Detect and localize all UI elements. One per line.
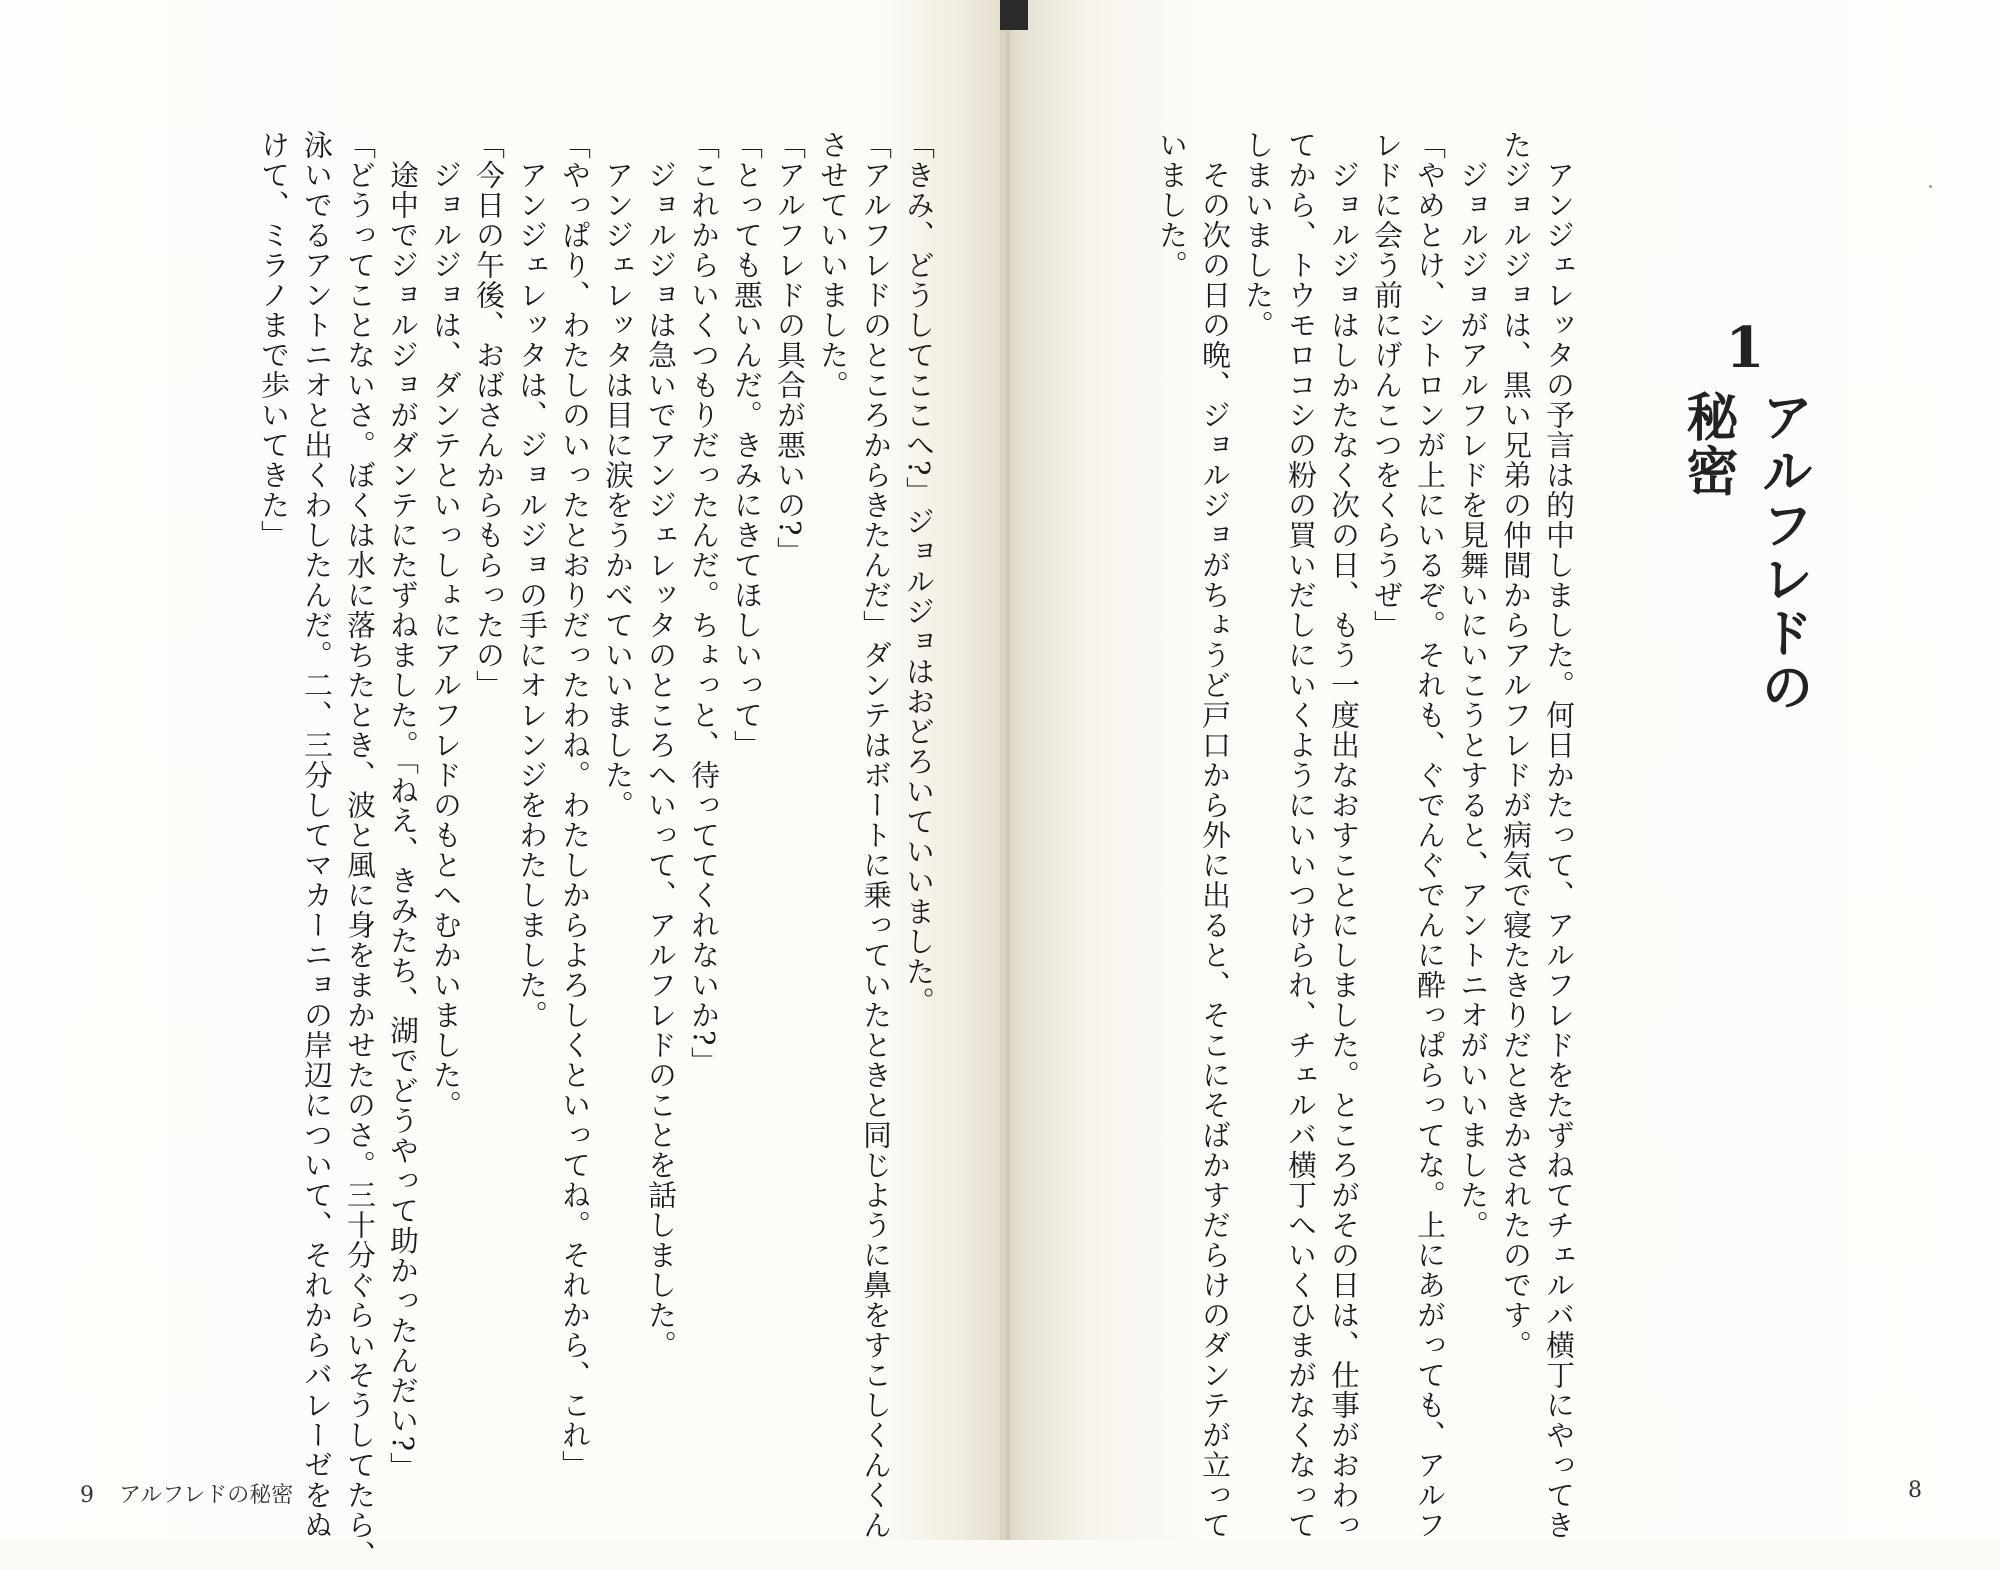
left-page-body-text: 「きみ、どうしてここへ?」ジョルジョはおどろいていいました。 「アルフレドのところからきたんだ」ダンテはボートに乗っていたときと同じように鼻をすこしくんくん させていいました。 「アルフレドの具合が悪いの?」 「とっても悪いんだ。きみにきてほしいって」 「これからいくつもりだったんだ。ちょっと、待っててくれないか?」 ジョルジョは急いでアンジェレッタのところへいって、アルフレドのことを話しました。 アンジェレッタは目に涙をうかべていいました。 「やっぱり、わたしのいったとおりだったわね。わたしからよろしくといってね。それから、これ」 アンジェレッタは、ジョルジョの手にオレンジをわたしました。 「今日の午後、おばさんからもらったの」 ジョルジョは、ダンテといっしょにアルフレドのもとへむかいました。 途中でジョルジョがダンテにたずねました。「ねえ、きみたち、湖でどうやって助かったんだい?」 「どうってことないさ。ぼくは水に落ちたとき、波と風に身をまかせたのさ。三十分ぐらいそうしてたら、 泳いでるアントニオと出くわしたんだ。二、三分してマカーニョの岸辺について、それからバレーゼをぬ けて、ミラノまで歩いてきた」 <box>257 130 936 1570</box>
left-page-number: 9 <box>80 1483 94 1508</box>
chapter-title: アルフレドの秘密 <box>1677 390 1812 714</box>
chapter-number: 1 <box>1725 315 1765 381</box>
chapter-heading <box>1677 315 1812 718</box>
book-gutter <box>1006 0 1010 1540</box>
running-head: アルフレドの秘密 <box>119 1483 294 1508</box>
book-spine-edge <box>1000 0 1028 30</box>
left-page-footer <box>80 1478 293 1509</box>
paper-speck <box>1929 185 1932 188</box>
right-page-number: 8 <box>1908 1478 1922 1503</box>
right-page-body-text: アンジェレッタの予言は的中しました。何日かたって、アルフレドをたずねてチェルバ横丁にやってき たジョルジョは、黒い兄弟の仲間からアルフレドが病気で寝たきりだときかされたのです。 ジョルジョがアルフレドを見舞いにいこうとすると、アントニオがいいました。 「やめとけ、シトロンが上にいるぞ。それも、ぐでんぐでんに酔っぱらってな。上にあがっても、アルフ レドに会う前にげんこつをくらうぜ」 ジョルジョはしかたなく次の日、もう一度出なおすことにしました。ところがその日は、仕事がおわっ てから、トウモロコシの粉の買いだしにいくようにいいつけられ、チェルバ横丁へいくひまがなくなって しまいました。 その次の日の晩、ジョルジョがちょうど戸口から外に出ると、そこにそばかすだらけのダンテが立って いました。 <box>1155 130 1576 1540</box>
